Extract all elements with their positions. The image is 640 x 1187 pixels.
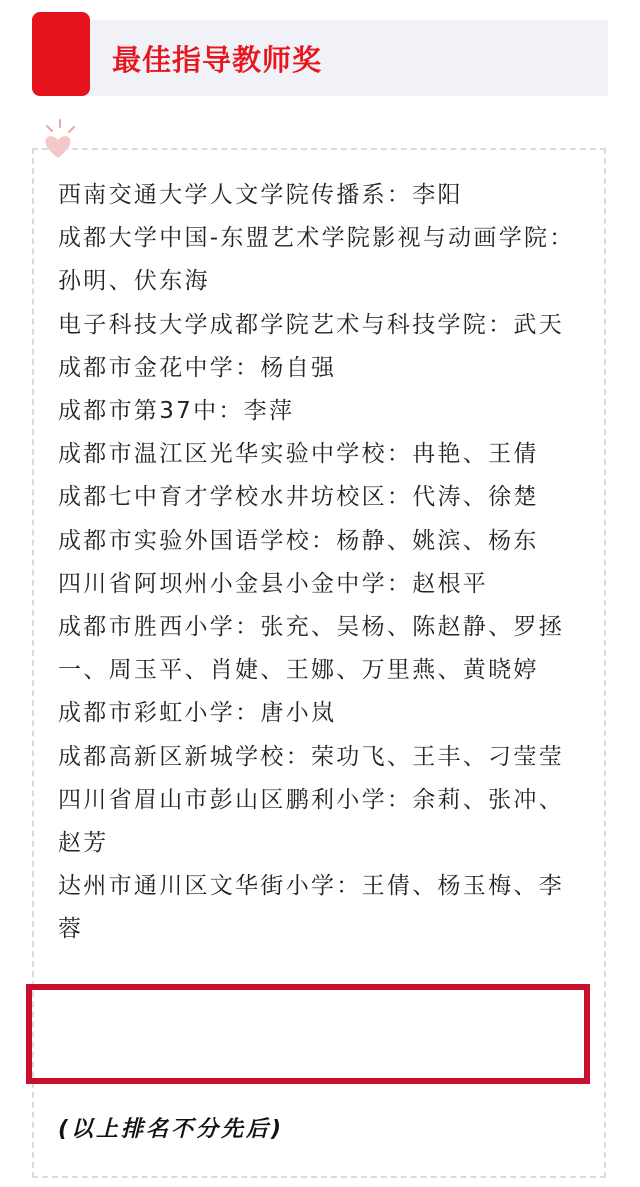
list-item: 四川省眉山市彭山区鹏利小学：余莉、张冲、赵芳 <box>58 786 564 857</box>
list-item: 成都大学中国-东盟艺术学院影视与动画学院：孙明、伏东海 <box>58 225 575 295</box>
list-item: 西南交通大学人文学院传播系：李阳 <box>58 182 463 208</box>
section-title: 最佳指导教师奖 <box>112 43 323 77</box>
list-item: 成都市彩虹小学：唐小岚 <box>58 700 337 727</box>
list-item: 成都市第37中：李萍 <box>58 398 295 425</box>
list-item: 四川省阿坝州小金县小金中学：赵根平 <box>58 570 489 597</box>
list-item: 成都七中育才学校水井坊校区：代涛、徐楚 <box>58 484 539 511</box>
section-header <box>32 12 608 96</box>
list-item: 电子科技大学成都学院艺术与科技学院：武天 <box>58 311 564 338</box>
list-item: 成都市实验外国语学校：杨静、姚滨、杨东 <box>58 527 539 554</box>
list-item: 成都市温江区光华实验中学校：冉艳、王倩 <box>58 441 539 468</box>
highlight-frame <box>26 984 590 1084</box>
list-item-highlighted: 达州市通川区文华街小学：王倩、杨玉梅、李蓉 <box>58 873 564 943</box>
award-list <box>58 174 578 952</box>
ranking-note: (以上排名不分先后) <box>58 1117 285 1142</box>
list-item: 成都市金花中学：杨自强 <box>58 354 337 381</box>
header-accent-block <box>32 12 90 96</box>
list-item: 成都市胜西小学：张充、吴杨、陈赵静、罗拯一、周玉平、肖婕、王娜、万里燕、黄晓婷 <box>58 614 564 684</box>
list-item: 成都高新区新城学校：荣功飞、王丰、刁莹莹 <box>58 743 564 770</box>
